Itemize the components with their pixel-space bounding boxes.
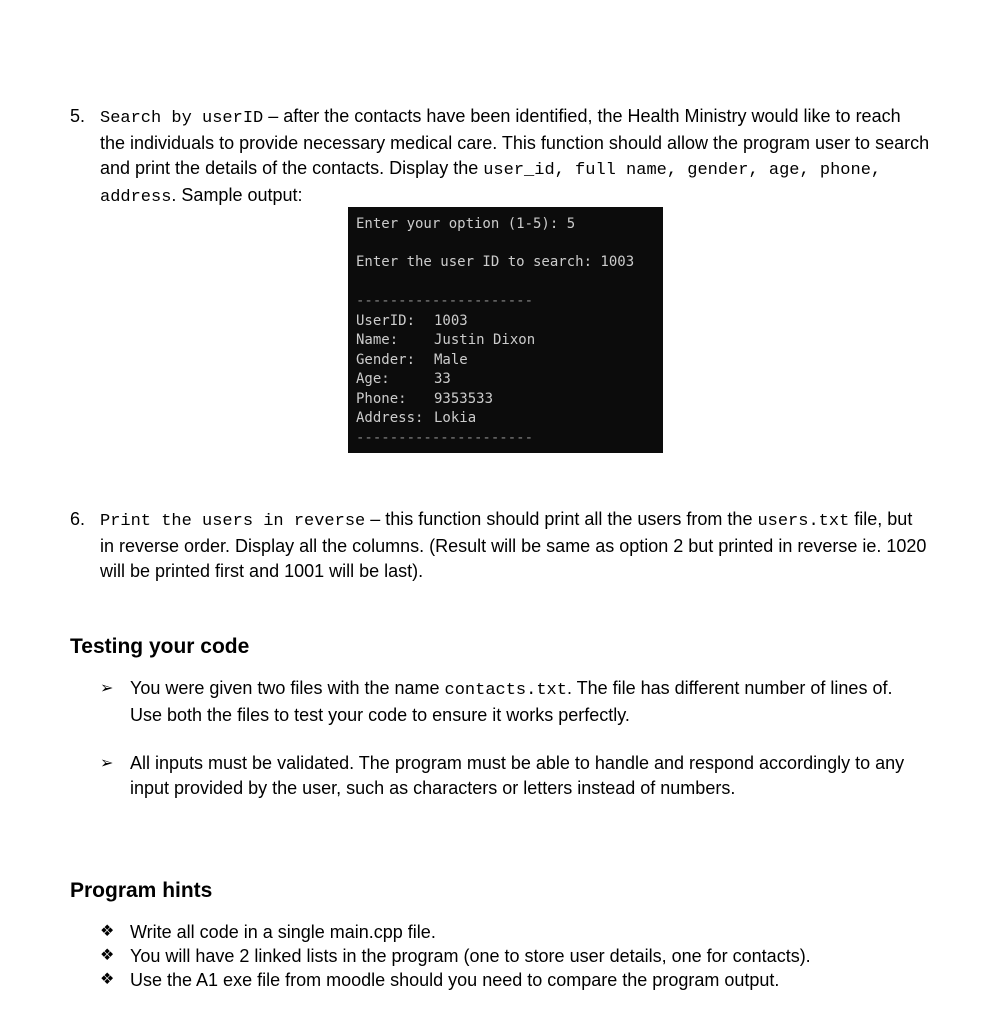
list-item <box>100 751 920 801</box>
console-field-row <box>356 312 468 330</box>
field-label: Age: <box>356 371 390 387</box>
list-item <box>100 944 920 968</box>
console-sample-output <box>348 207 663 453</box>
console-prompt-option: Enter your option (1-5): 5 <box>356 216 576 232</box>
filename-code: users.txt <box>757 512 850 531</box>
hint-text: Write all code in a single main.cpp file. <box>130 922 436 942</box>
hints-heading: Program hints <box>70 879 213 902</box>
console-field-row <box>356 409 476 427</box>
item-6 <box>70 507 930 584</box>
item-5-desc: – after the contacts have been identified, the Health Ministry would like to reach the individuals to provide necessary medical care. This function should allow the program user to search and print the details of the contacts. Display the <box>100 106 930 178</box>
filename-code: contacts.txt <box>444 681 567 700</box>
list-item <box>100 968 920 992</box>
field-value: Lokia <box>434 410 477 426</box>
field-label: Name: <box>356 332 399 348</box>
field-label: UserID: <box>356 313 416 329</box>
field-value: 33 <box>434 371 451 387</box>
testing-list <box>100 676 920 728</box>
diamond-bullet-icon: ❖ <box>100 947 115 964</box>
bullet-text: You were given two files with the name <box>130 678 445 698</box>
hints-list <box>100 920 920 992</box>
testing-heading: Testing your code <box>70 635 250 658</box>
field-value: 1003 <box>434 313 468 329</box>
list-item <box>100 920 920 944</box>
item-6-tail: file, but in reverse order. Display all the columns. (Result will be same as option 2 but printed in reverse ie. 1020 will be printed first and 1001 will be last). <box>100 509 927 581</box>
item-6-text <box>100 507 930 584</box>
item-6-desc: – this function should print all the users from the <box>365 509 758 529</box>
item-number: 6. <box>70 509 86 529</box>
hint-text: You will have 2 linked lists in the program (one to store user details, one for contacts). <box>130 946 811 966</box>
function-title-code: Print the users in reverse <box>100 512 366 531</box>
console-field-row <box>356 331 535 349</box>
testing-list-2 <box>100 751 920 801</box>
item-number: 5. <box>70 106 86 126</box>
function-title-code: Search by userID <box>100 109 264 128</box>
field-label: Gender: <box>356 352 416 368</box>
item-5-tail: . Sample output: <box>171 185 303 205</box>
fields-code: user_id, full name, gender, age, phone, address <box>100 161 882 207</box>
console-field-row <box>356 370 451 388</box>
console-field-row <box>356 390 493 408</box>
bullet-text: . The file has different number of lines of. Use both the files to test your code to ensure it works perfectly. <box>130 678 893 725</box>
field-label: Address: <box>356 410 424 426</box>
bullet-text: All inputs must be validated. The program must be able to handle and respond accordingly to any input provided by the user, such as characters or letters instead of numbers. <box>130 753 905 798</box>
field-label: Phone: <box>356 391 407 407</box>
item-5 <box>70 104 930 210</box>
field-value: Male <box>434 352 468 368</box>
hint-text: Use the A1 exe file from moodle should you need to compare the program output. <box>130 970 780 990</box>
field-value: Justin Dixon <box>434 332 536 348</box>
diamond-bullet-icon: ❖ <box>100 971 115 988</box>
field-value: 9353533 <box>434 391 494 407</box>
console-divider-bottom: --------------------- <box>356 430 534 446</box>
arrow-bullet-icon: ➢ <box>100 755 114 772</box>
arrow-bullet-icon: ➢ <box>100 680 114 697</box>
list-item <box>100 676 920 728</box>
item-5-text <box>100 104 930 210</box>
console-divider-top: --------------------- <box>356 293 534 309</box>
diamond-bullet-icon: ❖ <box>100 923 115 940</box>
console-prompt-search: Enter the user ID to search: 1003 <box>356 254 635 270</box>
console-field-row <box>356 351 468 369</box>
